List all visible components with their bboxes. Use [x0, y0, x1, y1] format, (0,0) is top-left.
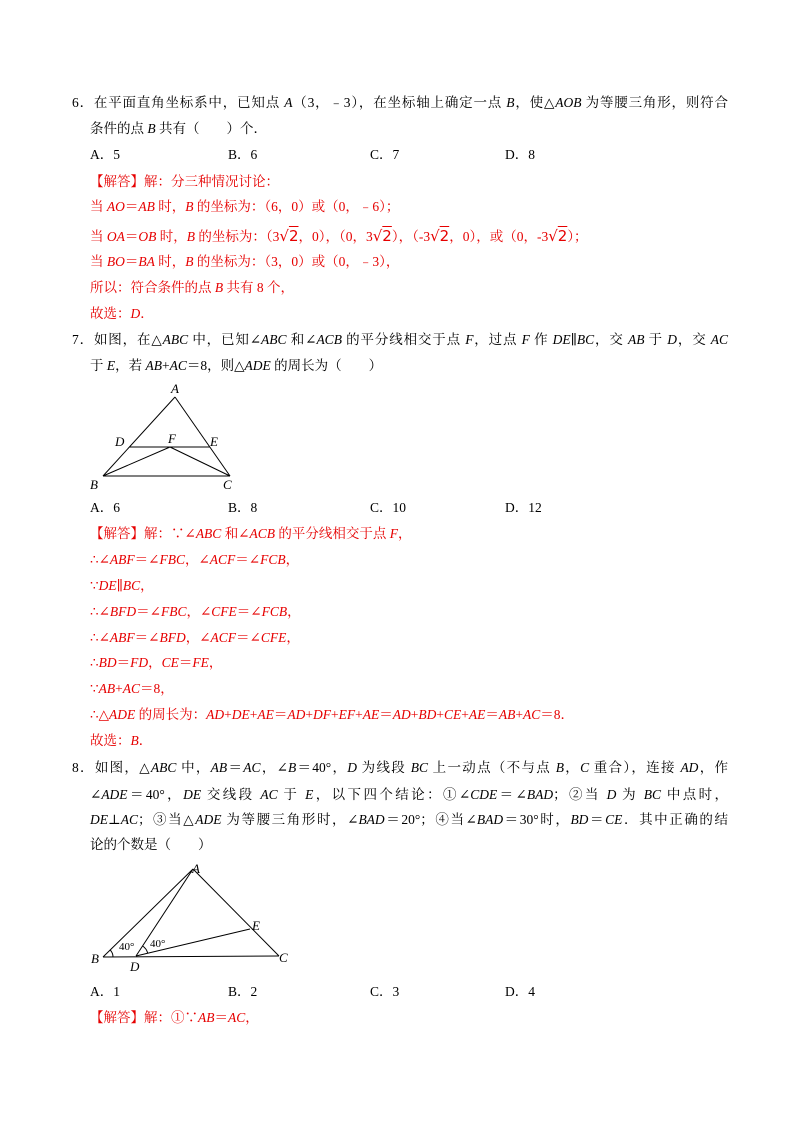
math-variable: BFD: [159, 630, 186, 645]
math-variable: AB: [145, 358, 162, 373]
option-b: B．2: [228, 984, 258, 999]
math-variable: CFE: [211, 604, 237, 619]
segment-cf: [170, 447, 230, 476]
option-a: A．6: [90, 500, 120, 515]
math-variable: D: [606, 787, 617, 802]
math-variable: F: [389, 526, 398, 541]
math-variable: OA: [106, 229, 125, 244]
option-a: A．1: [90, 984, 120, 999]
math-variable: FCB: [261, 604, 288, 619]
math-variable: E: [305, 787, 314, 802]
math-variable: AB: [498, 707, 516, 722]
math-variable: ABF: [109, 630, 135, 645]
option-a: A．5: [90, 147, 120, 162]
question-stem: 条件的点 B 共有（ ）个．: [90, 121, 267, 136]
math-variable: AOB: [555, 95, 582, 110]
math-variable: AE: [362, 707, 380, 722]
math-variable: E: [106, 358, 116, 373]
math-variable: C: [580, 760, 590, 775]
math-variable: ACF: [210, 630, 237, 645]
label-d: D: [115, 434, 125, 449]
math-variable: B: [506, 95, 515, 110]
math-variable: ACB: [316, 332, 342, 347]
math-variable: ADE: [244, 358, 271, 373]
math-variable: BC: [122, 578, 141, 593]
math-variable: AC: [243, 760, 261, 775]
segment-bc: [103, 956, 279, 957]
math-variable: AC: [122, 681, 140, 696]
math-variable: DE: [231, 707, 250, 722]
math-variable: AD: [392, 707, 411, 722]
angle-label-b: 40°: [119, 941, 135, 953]
label-b: B: [91, 951, 99, 966]
solution-line: 【解答】解：分三种情况讨论：: [90, 174, 279, 189]
angle-label-d: 40°: [150, 938, 166, 950]
math-variable: B: [287, 760, 297, 775]
math-variable: BO: [106, 254, 125, 269]
question-stem: 8．如图，△ABC 中，AB＝AC，∠B＝40°，D 为线段 BC 上一动点（不与点 B，C 重合），连接 AD，作: [72, 760, 729, 775]
label-e: E: [210, 434, 218, 449]
square-root: √2: [430, 227, 450, 245]
math-variable: A: [284, 95, 293, 110]
math-variable: FD: [130, 655, 149, 670]
math-variable: B: [185, 199, 194, 214]
math-variable: DE: [183, 787, 202, 802]
math-variable: AE: [257, 707, 274, 722]
math-variable: AB: [198, 1010, 215, 1025]
math-variable: CE: [443, 707, 462, 722]
option-c: C．7: [370, 147, 400, 162]
math-variable: OB: [138, 229, 157, 244]
math-variable: F: [465, 332, 474, 347]
option-d: D．8: [505, 147, 535, 162]
solution-line: 所以：符合条件的点 B 共有 8 个，: [90, 280, 294, 295]
square-root: √2: [548, 227, 568, 245]
math-variable: BD: [418, 707, 437, 722]
math-variable: DE: [90, 812, 108, 827]
math-variable: ABC: [162, 332, 189, 347]
math-variable: ABC: [261, 332, 287, 347]
option-b: B．8: [228, 500, 258, 515]
solution-line: ∴∠ABF＝∠BFD，∠ACF＝∠CFE，: [90, 630, 300, 645]
math-variable: FBC: [159, 552, 185, 567]
solution-line: 【解答】解：∵∠ABC 和∠ACB 的平分线相交于点 F，: [90, 526, 412, 541]
question-stem: ∠ADE＝40°，DE 交线段 AC 于 E，以下四个结论：①∠CDE＝∠BAD；②当 D 为 BC 中点时，: [90, 787, 729, 802]
math-variable: B: [147, 121, 156, 136]
math-variable: BC: [576, 332, 595, 347]
math-variable: BD: [98, 655, 117, 670]
solution-line: ∵AB+AC＝8，: [90, 681, 174, 696]
math-variable: DE: [552, 332, 571, 347]
option-b: B．6: [228, 147, 258, 162]
triangle-figure-q7: [85, 378, 245, 498]
math-variable: ABC: [150, 760, 177, 775]
angle-arc-b: [110, 950, 113, 957]
math-variable: BAD: [358, 812, 385, 827]
math-variable: CE: [605, 812, 623, 827]
question-stem: 论的个数是（ ）: [90, 837, 212, 852]
math-variable: AD: [206, 707, 225, 722]
math-variable: ACB: [249, 526, 275, 541]
math-variable: AE: [468, 707, 486, 722]
solution-line: 【解答】解：①∵AB＝AC，: [90, 1010, 259, 1025]
math-variable: EF: [338, 707, 356, 722]
math-variable: CDE: [470, 787, 498, 802]
math-variable: FCB: [260, 552, 286, 567]
math-variable: BAD: [476, 812, 504, 827]
solution-line: ∴∠ABF＝∠FBC，∠ACF＝∠FCB，: [90, 552, 300, 567]
solution-line: ∵DE∥BC，: [90, 578, 154, 593]
math-variable: ABC: [195, 526, 222, 541]
label-a: A: [171, 381, 179, 396]
math-variable: ADE: [195, 812, 222, 827]
math-variable: AC: [523, 707, 541, 722]
question-stem: 7．如图，在△ABC 中，已知∠ABC 和∠ACB 的平分线相交于点 F，过点 F 作 DE∥BC，交 AB 于 D，交 AC: [72, 332, 729, 347]
label-c: C: [223, 477, 232, 492]
solution-line: 故选：D．: [90, 306, 154, 321]
solution-line: ∴∠BFD＝∠FBC，∠CFE＝∠FCB，: [90, 604, 301, 619]
math-variable: F: [521, 332, 530, 347]
math-variable: BC: [410, 760, 429, 775]
label-d: D: [130, 959, 140, 974]
angle-arc-d: [143, 946, 148, 953]
math-variable: DE: [98, 578, 117, 593]
math-variable: AB: [138, 199, 155, 214]
square-root: √2: [279, 227, 299, 245]
option-c: C．10: [370, 500, 407, 515]
solution-line: 当 AO＝AB 时，B 的坐标为：（6，0）或（0，﹣6）；: [90, 199, 400, 214]
math-variable: BAD: [526, 787, 554, 802]
math-variable: D: [130, 306, 141, 321]
math-variable: AO: [106, 199, 125, 214]
label-e: E: [252, 918, 260, 933]
math-variable: AC: [710, 332, 729, 347]
math-variable: AB: [627, 332, 645, 347]
solution-line: ∴BD＝FD，CE＝FE，: [90, 655, 223, 670]
math-variable: DF: [312, 707, 331, 722]
label-a: A: [192, 861, 200, 876]
option-c: C．3: [370, 984, 400, 999]
square-root: √2: [372, 227, 392, 245]
math-variable: AD: [680, 760, 699, 775]
label-f: F: [168, 431, 176, 446]
math-variable: FE: [192, 655, 209, 670]
math-variable: B: [555, 760, 564, 775]
math-variable: B: [214, 280, 224, 295]
math-variable: B: [185, 254, 194, 269]
math-variable: AB: [210, 760, 228, 775]
math-variable: D: [347, 760, 358, 775]
math-variable: D: [667, 332, 678, 347]
solution-line: ∴△ADE 的周长为：AD+DE+AE＝AD+DF+EF+AE＝AD+BD+CE+AE＝AB+AC＝8．: [90, 707, 575, 722]
segment-ac: [175, 397, 230, 476]
math-variable: ABF: [109, 552, 135, 567]
solution-line: 当 OA＝OB 时，B 的坐标为：（3√2，0），（0，3√2），（-3√2，0），或（0，-3√2）；: [90, 227, 588, 245]
solution-line: 当 BO＝BA 时，B 的坐标为：（3，0）或（0，﹣3），: [90, 254, 400, 269]
math-variable: CFE: [260, 630, 287, 645]
segment-ac: [193, 869, 279, 956]
math-variable: CE: [161, 655, 179, 670]
math-variable: BC: [643, 787, 662, 802]
math-variable: AC: [260, 787, 278, 802]
math-variable: ADE: [108, 707, 136, 722]
segment-ab: [103, 869, 193, 957]
math-variable: AD: [287, 707, 306, 722]
segment-bf: [103, 447, 170, 476]
math-variable: AB: [98, 681, 116, 696]
math-variable: AC: [169, 358, 187, 373]
option-d: D．12: [505, 500, 542, 515]
math-variable: BA: [138, 254, 155, 269]
math-variable: ADE: [101, 787, 128, 802]
math-variable: ACF: [209, 552, 236, 567]
math-variable: BD: [570, 812, 589, 827]
math-variable: B: [186, 229, 195, 244]
math-variable: AC: [228, 1010, 246, 1025]
math-variable: FBC: [160, 604, 187, 619]
segment-ab: [103, 397, 175, 476]
label-b: B: [90, 477, 98, 492]
triangle-figure-q8: [85, 858, 295, 976]
option-d: D．4: [505, 984, 535, 999]
question-stem: DE⊥AC；③当△ADE 为等腰三角形时，∠BAD＝20°；④当∠BAD＝30°时，BD＝CE．其中正确的结: [90, 812, 729, 827]
solution-line: 故选：B．: [90, 733, 153, 748]
question-stem: 6．在平面直角坐标系中，已知点 A（3，﹣3），在坐标轴上确定一点 B，使△AOB 为等腰三角形，则符合: [72, 95, 729, 110]
question-stem: 于 E，若 AB+AC＝8，则△ADE 的周长为（ ）: [90, 358, 383, 373]
math-variable: BFD: [109, 604, 137, 619]
math-variable: AC: [120, 812, 138, 827]
label-c: C: [279, 950, 288, 965]
math-variable: B: [130, 733, 139, 748]
